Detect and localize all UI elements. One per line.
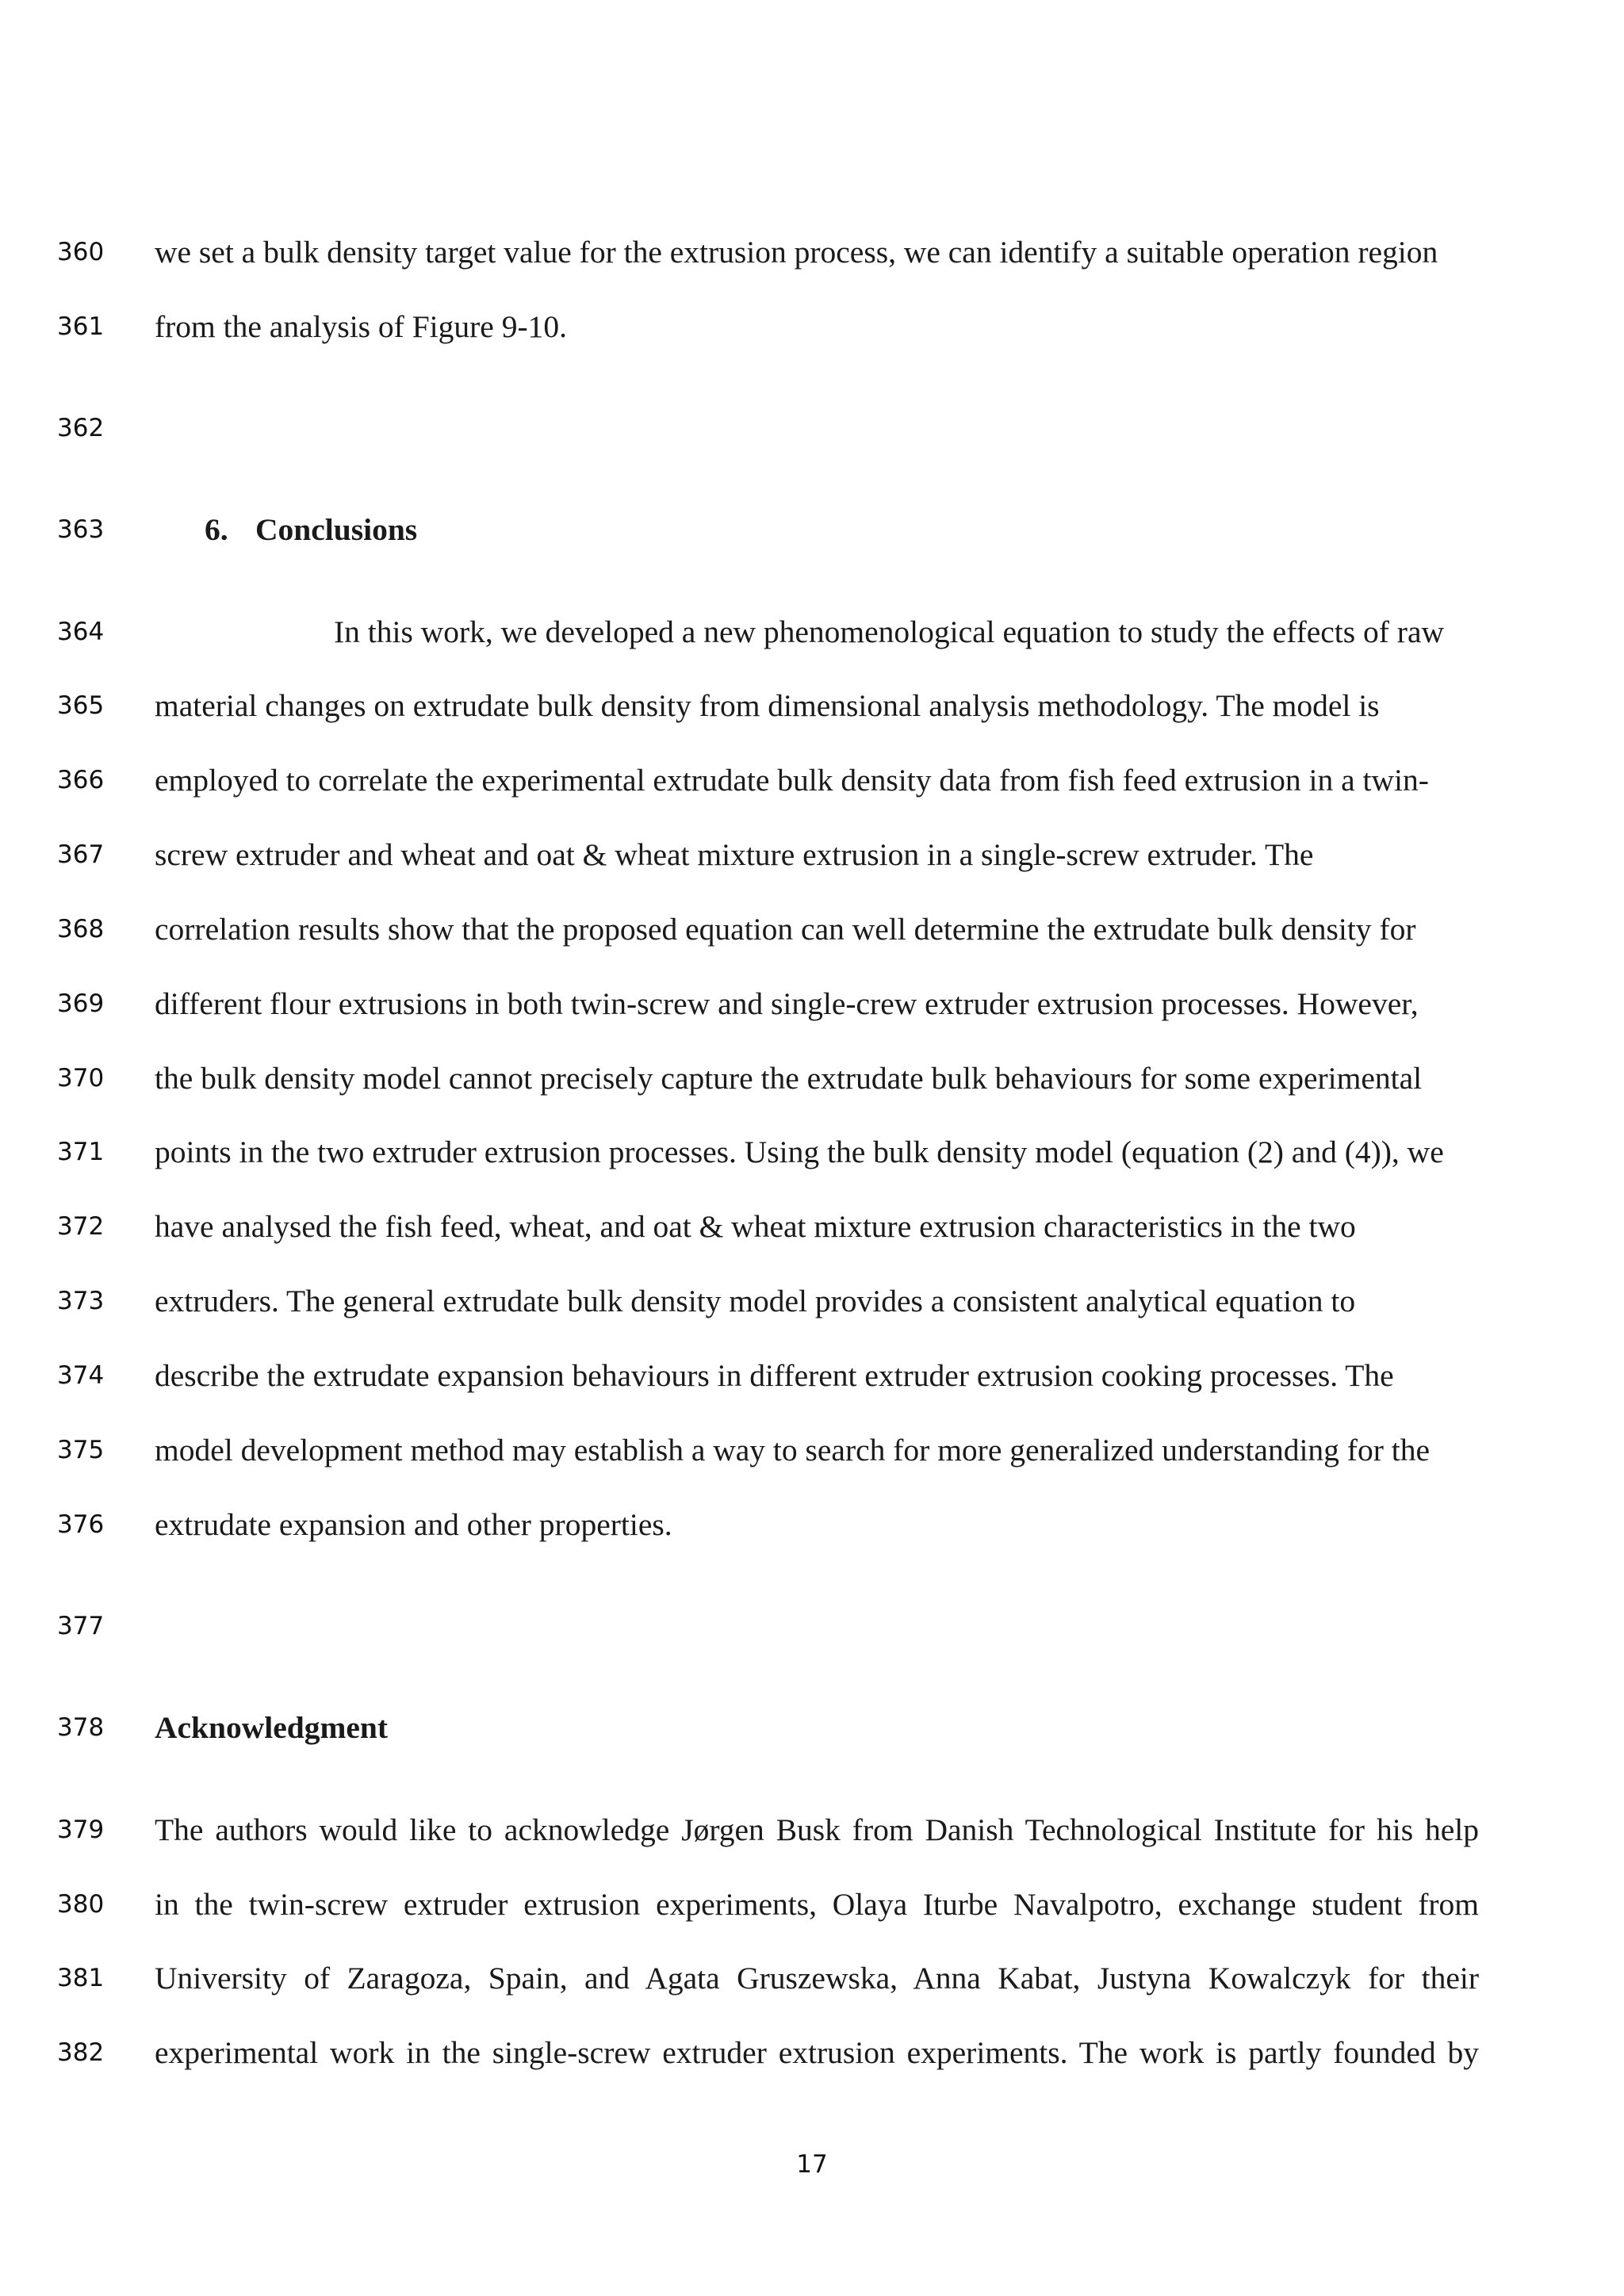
line-number: 382 xyxy=(57,2038,105,2067)
line-number: 375 xyxy=(57,1436,105,1464)
line-number: 372 xyxy=(57,1212,105,1241)
body-text-line: employed to correlate the experimental extrudate bulk density data from fish feed extrusion in a twin- xyxy=(155,763,1429,798)
body-text-line: have analysed the fish feed, wheat, and oat & wheat mixture extrusion characteristics in the two xyxy=(155,1209,1356,1244)
body-text-line: the bulk density model cannot precisely capture the extrudate bulk behaviours for some experimental xyxy=(155,1061,1423,1096)
line-number: 376 xyxy=(57,1510,105,1539)
section-heading: Conclusions xyxy=(255,512,418,547)
page-number: 17 xyxy=(796,2150,828,2179)
body-text-line: The authors would like to acknowledge Jørgen Busk from Danish Technological Institute for his help xyxy=(155,1812,1479,1847)
body-text-line: we set a bulk density target value for the extrusion process, we can identify a suitable operation region xyxy=(155,235,1438,270)
body-text-line: extruders. The general extrudate bulk density model provides a consistent analytical equation to xyxy=(155,1284,1356,1318)
line-number: 363 xyxy=(57,515,105,544)
line-number: 380 xyxy=(57,1890,105,1919)
line-number: 379 xyxy=(57,1816,105,1844)
body-text-line: different flour extrusions in both twin-screw and single-crew extruder extrusion processes. However, xyxy=(155,986,1419,1021)
body-text-line: correlation results show that the proposed equation can well determine the extrudate bulk density for xyxy=(155,912,1416,947)
acknowledgment-heading: Acknowledgment xyxy=(155,1710,389,1745)
line-number: 371 xyxy=(57,1138,105,1166)
body-text-line: extrudate expansion and other properties. xyxy=(155,1507,672,1542)
body-text-line: model development method may establish a way to search for more generalized understanding for the xyxy=(155,1433,1430,1468)
section-number: 6. xyxy=(205,512,228,547)
line-number: 364 xyxy=(57,618,105,646)
body-text-line: experimental work in the single-screw extruder extrusion experiments. The work is partly founded by xyxy=(155,2035,1479,2070)
line-number: 361 xyxy=(57,312,105,341)
line-number: 381 xyxy=(57,1964,105,1992)
line-number: 366 xyxy=(57,766,105,794)
line-number: 377 xyxy=(57,1612,105,1640)
body-text-line: screw extruder and wheat and oat & wheat mixture extrusion in a single-screw extruder. The xyxy=(155,837,1314,872)
body-text-line: describe the extrudate expansion behaviours in different extruder extrusion cooking processes. The xyxy=(155,1358,1394,1393)
body-text-line: from the analysis of Figure 9-10. xyxy=(155,309,567,344)
line-number: 368 xyxy=(57,915,105,943)
line-number: 369 xyxy=(57,989,105,1018)
line-number: 374 xyxy=(57,1361,105,1390)
line-number: 367 xyxy=(57,840,105,869)
body-text-line: material changes on extrudate bulk density from dimensional analysis methodology. The model is xyxy=(155,688,1380,723)
line-number: 362 xyxy=(57,414,105,442)
body-text-line: In this work, we developed a new phenomenological equation to study the effects of raw xyxy=(334,614,1445,649)
line-number: 360 xyxy=(57,238,105,266)
body-text-line: points in the two extruder extrusion processes. Using the bulk density model (equation (2) and (4)), we xyxy=(155,1135,1444,1169)
line-number: 365 xyxy=(57,691,105,720)
line-number: 378 xyxy=(57,1713,105,1742)
line-number: 370 xyxy=(57,1064,105,1093)
body-text-line: in the twin-screw extruder extrusion experiments, Olaya Iturbe Navalpotro, exchange student from xyxy=(155,1887,1479,1922)
line-number: 373 xyxy=(57,1287,105,1315)
body-text-line: University of Zaragoza, Spain, and Agata Gruszewska, Anna Kabat, Justyna Kowalczyk for their xyxy=(155,1961,1479,1996)
